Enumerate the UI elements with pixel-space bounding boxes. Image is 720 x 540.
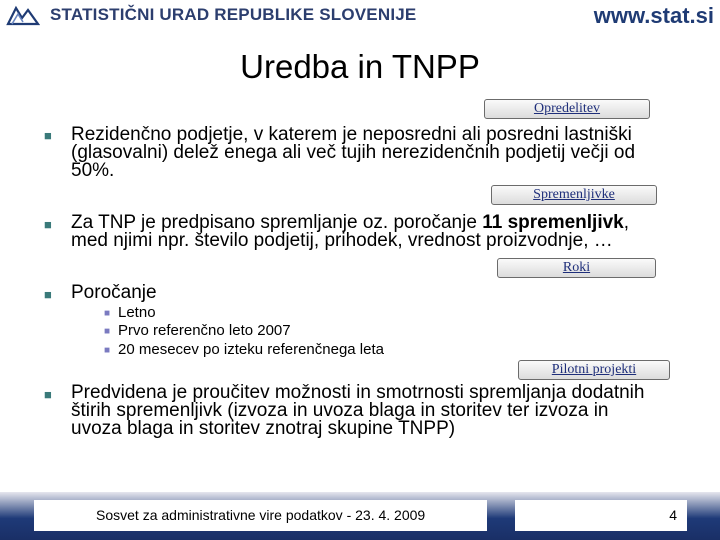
tag-opredelitev[interactable] <box>484 99 650 119</box>
sub-bullet-icon: ■ <box>104 308 111 319</box>
text-bold: 11 spremenljivk <box>482 212 624 233</box>
tag-label: Opredelitev <box>533 101 601 116</box>
bullet-square-icon: ■ <box>44 217 52 232</box>
bullet-text-pilot <box>71 384 644 438</box>
text-line: uvoza blaga in storitev znotraj skupine TNPP) <box>71 418 456 439</box>
tag-spremenljivke[interactable] <box>491 185 657 205</box>
bullet-text-definition <box>71 126 635 180</box>
tag-label: Spremenljivke <box>533 187 615 202</box>
sub-bullet-text: Prvo referenčno leto 2007 <box>118 322 291 339</box>
sub-bullet-text: Letno <box>118 304 156 321</box>
text-line: Predvidena je proučitev možnosti in smotrnosti spremljanja dodatnih <box>71 382 645 403</box>
organization-name: STATISTIČNI URAD REPUBLIKE SLOVENIJE <box>50 5 417 24</box>
surs-logo-icon <box>6 4 40 28</box>
page-number-box <box>515 500 687 531</box>
tag-label: Pilotni projekti <box>551 362 637 377</box>
text-line: (glasovalni) delež enega ali več tujih nerezidenčnih podjetij večji od <box>71 142 636 163</box>
bullet-square-icon: ■ <box>44 387 52 402</box>
bullet-text-reporting: Poročanje <box>71 282 157 303</box>
bullet-square-icon: ■ <box>44 128 52 143</box>
footer-caption: Sosvet za administrativne vire podatkov - 23. 4. 2009 <box>96 507 426 523</box>
bullet-text-variables <box>71 214 629 250</box>
text-line: Rezidenčno podjetje, v katerem je neposredni ali posredni lastniški <box>71 124 632 145</box>
text-line: 50%. <box>71 160 115 181</box>
text-line: med njimi npr. število podjetij, prihodek, vrednost proizvodnje, … <box>71 230 613 251</box>
text-run: Za TNP je predpisano spremljanje oz. poročanje <box>71 212 483 233</box>
text-line: štirih spremenljivk (izvoza in uvoza blaga in storitev ter izvoza in <box>71 400 609 421</box>
tag-pilotni-projekti[interactable] <box>518 360 670 380</box>
sub-bullet-text: 20 mesecev po izteku referenčnega leta <box>118 341 384 358</box>
footer-caption-box <box>34 500 487 531</box>
tag-label: Roki <box>562 260 591 275</box>
header-bar <box>0 0 720 32</box>
text-run: , <box>623 212 630 233</box>
bullet-square-icon: ■ <box>44 287 52 302</box>
sub-bullet-icon: ■ <box>104 345 111 356</box>
slide-title: Uredba in TNPP <box>240 48 480 85</box>
tag-roki[interactable] <box>497 258 656 278</box>
sub-bullet-icon: ■ <box>104 326 111 337</box>
website-link[interactable]: www.stat.si <box>593 3 714 28</box>
page-number: 4 <box>669 507 677 523</box>
